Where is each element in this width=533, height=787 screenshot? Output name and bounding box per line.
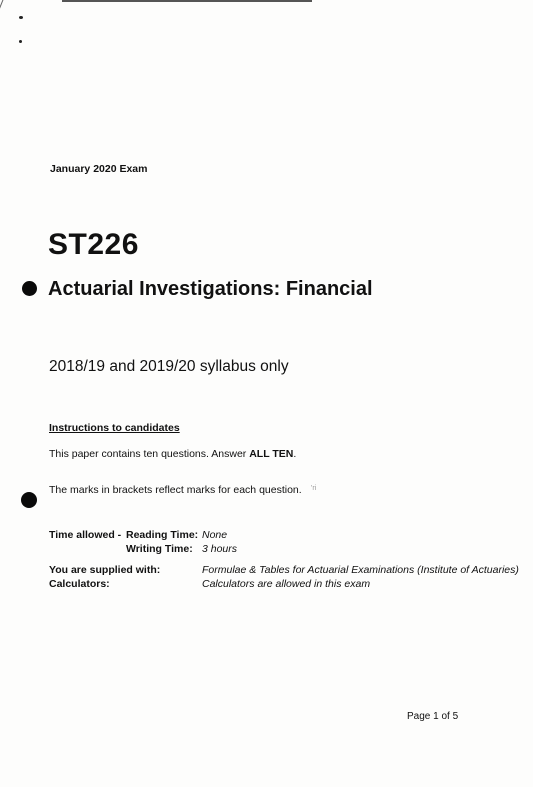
instructions-emphasis: ALL TEN <box>249 448 294 460</box>
punch-hole <box>21 492 37 508</box>
scan-speck <box>19 40 22 43</box>
exam-date: January 2020 Exam <box>50 163 148 175</box>
stray-mark: 'ri <box>311 485 317 492</box>
reading-time-label: Reading Time: <box>126 529 199 541</box>
calculators-label: Calculators: <box>49 578 110 590</box>
scan-corner-mark <box>0 0 5 33</box>
supplied-with-label: You are supplied with: <box>49 564 161 576</box>
writing-time-value: 3 hours <box>202 543 238 555</box>
instructions-heading: Instructions to candidates <box>49 422 180 434</box>
writing-time-label: Writing Time: <box>126 543 193 555</box>
reading-time-value: None <box>202 529 228 541</box>
syllabus-note: 2018/19 and 2019/20 syllabus only <box>49 358 289 375</box>
instructions-text: This paper contains ten questions. Answer <box>49 448 250 460</box>
scan-edge-line <box>62 0 312 2</box>
instructions-line-marks: The marks in brackets reflect marks for each question. <box>49 484 302 496</box>
instructions-line-questions <box>49 448 296 460</box>
punch-hole <box>22 281 37 296</box>
scan-speck <box>19 16 23 19</box>
instructions-period: . <box>293 448 297 460</box>
time-allowed-label: Time allowed - <box>49 529 122 541</box>
supplied-with-value: Formulae & Tables for Actuarial Examinations (Institute of Actuaries) <box>202 564 519 576</box>
page-number: Page 1 of 5 <box>407 711 459 722</box>
calculators-value: Calculators are allowed in this exam <box>202 578 371 590</box>
course-title: Actuarial Investigations: Financial <box>48 278 373 300</box>
course-code: ST226 <box>48 228 139 261</box>
